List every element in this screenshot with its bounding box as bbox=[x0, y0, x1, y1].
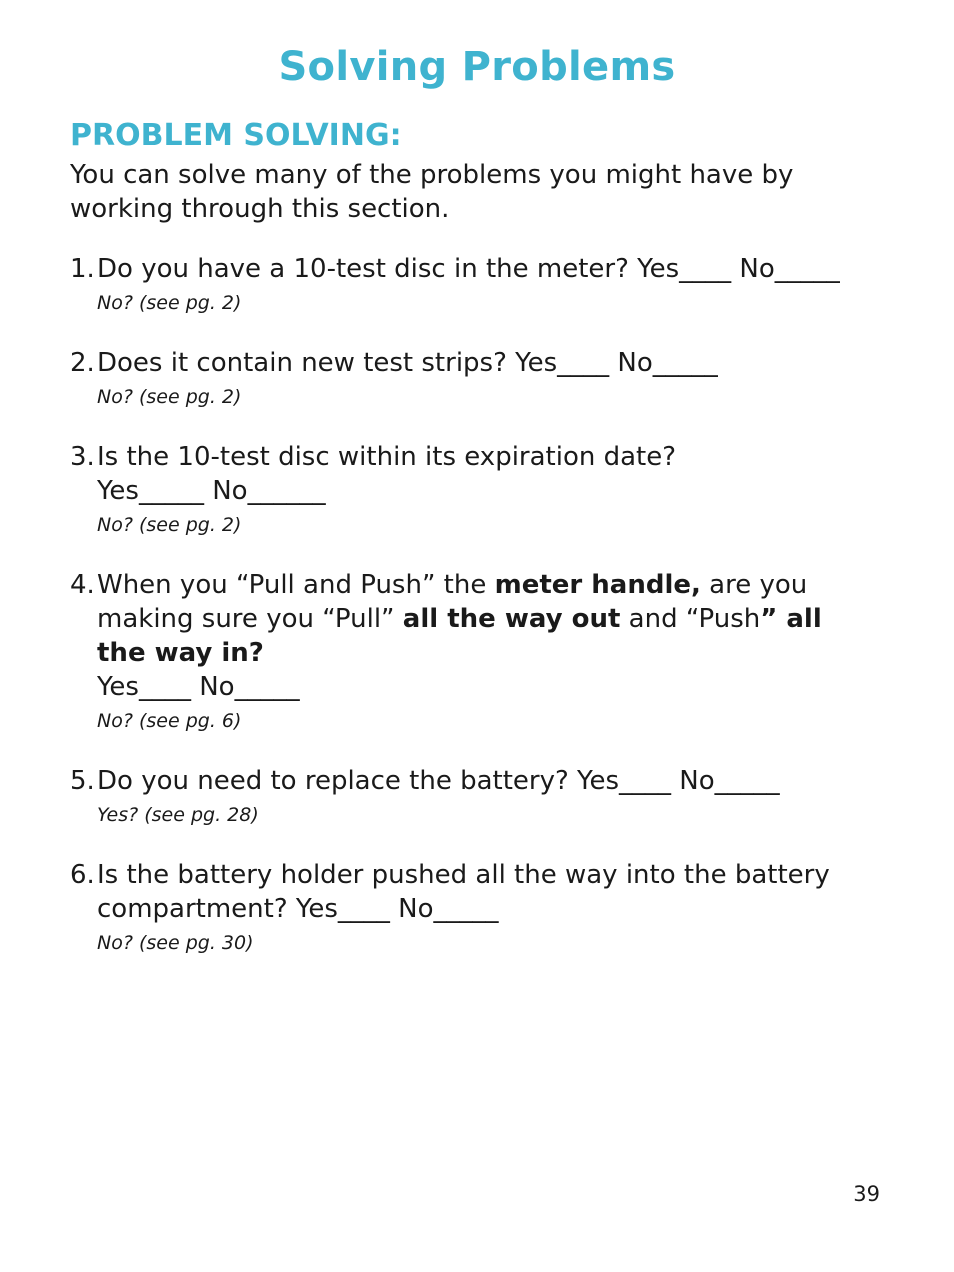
page-reference: Yes? (see pg. 28) bbox=[97, 804, 259, 826]
answer-line: Yes_____ No______ bbox=[97, 476, 326, 506]
bold-phrase: meter handle, bbox=[494, 570, 701, 600]
question-text: Do you need to replace the battery? Yes____ No_____ bbox=[97, 766, 780, 796]
question-text: Do you have a 10-test disc in the meter? Yes____ No_____ bbox=[97, 254, 840, 284]
question-3 bbox=[70, 440, 870, 536]
question-number: 2. bbox=[70, 348, 95, 378]
page-reference: No? (see pg. 30) bbox=[97, 932, 254, 954]
question-number: 4. bbox=[70, 570, 95, 600]
question-text: Does it contain new test strips? Yes____ No_____ bbox=[97, 348, 718, 378]
page-reference: No? (see pg. 2) bbox=[97, 514, 242, 536]
question-1 bbox=[70, 252, 870, 314]
question-text: Is the 10-test disc within its expiration date? bbox=[97, 442, 677, 472]
page-number: 39 bbox=[853, 1182, 880, 1206]
question-number: 3. bbox=[70, 442, 95, 472]
answer-line: Yes____ No_____ bbox=[97, 672, 300, 702]
bold-phrase: ” all the way in? bbox=[97, 604, 822, 668]
question-2 bbox=[70, 346, 870, 408]
question-number: 5. bbox=[70, 766, 95, 796]
intro-paragraph: You can solve many of the problems you might have by working through this section. bbox=[70, 160, 794, 224]
page-reference: No? (see pg. 6) bbox=[97, 710, 242, 732]
question-text: Is the battery holder pushed all the way into the battery compartment? Yes____ No_____ bbox=[97, 860, 830, 924]
page-reference: No? (see pg. 2) bbox=[97, 292, 242, 314]
question-number: 6. bbox=[70, 860, 95, 890]
bold-phrase: all the way out bbox=[402, 604, 621, 634]
question-text: When you “Pull and Push” the meter handle, are you making sure you “Pull” all the way out and “Push” all the way in? bbox=[97, 570, 822, 668]
question-number: 1. bbox=[70, 254, 95, 284]
question-5 bbox=[70, 764, 870, 826]
question-4 bbox=[70, 568, 870, 732]
question-6 bbox=[70, 858, 870, 954]
page-title: Solving Problems bbox=[278, 44, 676, 90]
page-reference: No? (see pg. 2) bbox=[97, 386, 242, 408]
section-heading: PROBLEM SOLVING: bbox=[70, 118, 402, 153]
